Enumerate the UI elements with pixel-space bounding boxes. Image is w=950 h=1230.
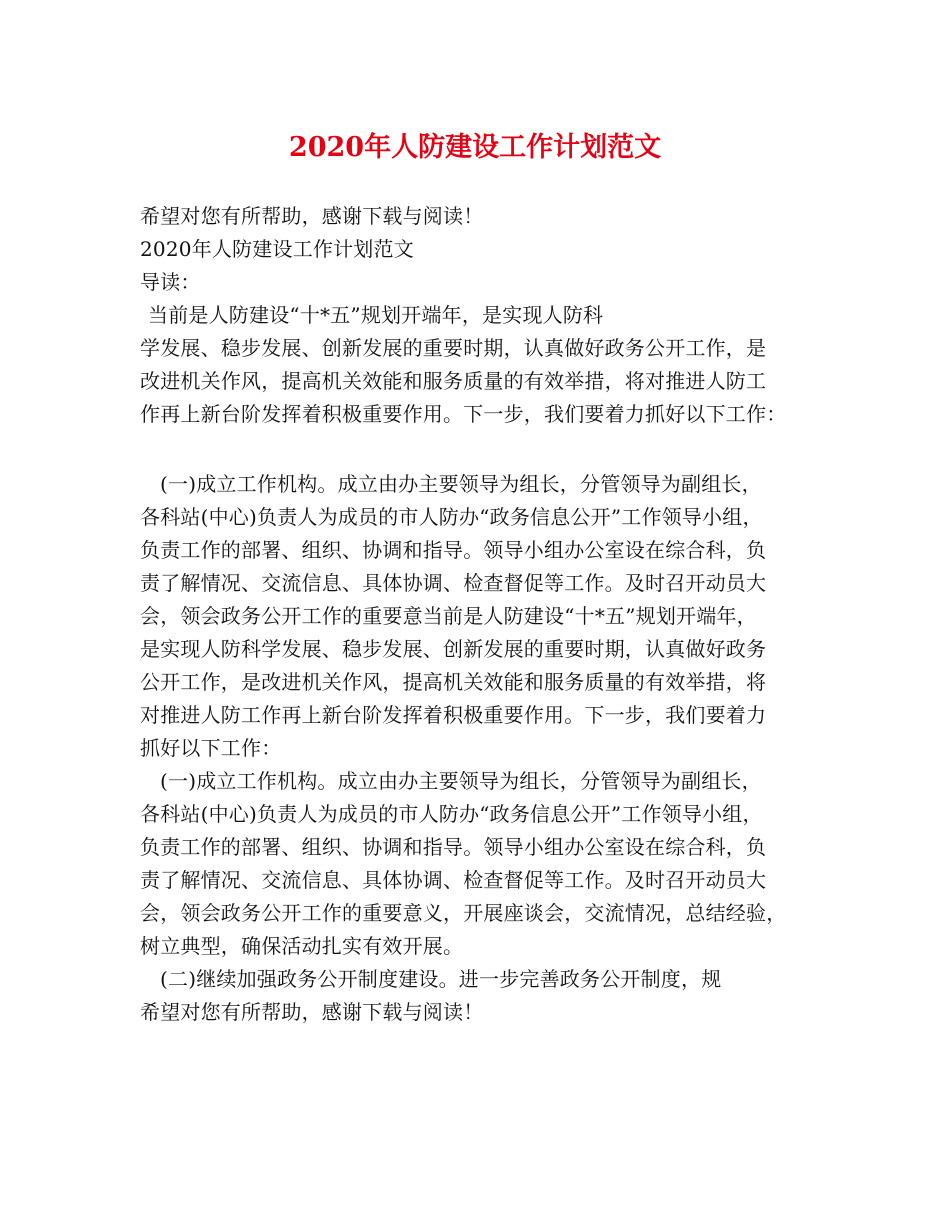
paragraph-section-one [140, 468, 830, 765]
paragraph-line: 各科站(中心)负责人为成员的市人防办“政务信息公开”工作领导小组， [140, 802, 763, 826]
paragraph-line: 公开工作，是改进机关作风，提高机关效能和服务质量的有效举措，将 [140, 670, 767, 694]
paragraph-line: 各科站(中心)负责人为成员的市人防办“政务信息公开”工作领导小组， [140, 505, 763, 529]
paragraph-line: (一)成立工作机构。成立由办主要领导为组长，分管领导为副组长， [160, 472, 762, 496]
paragraph-gap [140, 431, 830, 468]
paragraph-line: 当前是人防建设“十*五”规划开端年，是实现人防科 [148, 303, 604, 327]
document-subtitle: 2020年人防建设工作计划范文 [140, 237, 414, 261]
paragraph-line: 责了解情况、交流信息、具体协调、检查督促等工作。及时召开动员大 [140, 571, 767, 595]
paragraph-line: 作再上新台阶发挥着积极重要作用。下一步，我们要着力抓好以下工作： [140, 402, 787, 426]
paragraph-line: 学发展、稳步发展、创新发展的重要时期，认真做好政务公开工作，是 [140, 336, 767, 360]
paragraph-section-one-repeat [140, 765, 830, 963]
paragraph-section-two [140, 963, 830, 996]
paragraph-line: 改进机关作风，提高机关效能和服务质量的有效举措，将对推进人防工 [140, 369, 767, 393]
document-body [140, 200, 830, 1029]
paragraph-line: 会，领会政务公开工作的重要意义，开展座谈会，交流情况，总结经验， [140, 901, 787, 925]
paragraph-line: 是实现人防科学发展、稳步发展、创新发展的重要时期，认真做好政务 [140, 637, 767, 661]
paragraph-intro [140, 299, 830, 431]
paragraph-line: 责了解情况、交流信息、具体协调、检查督促等工作。及时召开动员大 [140, 868, 767, 892]
paragraph-line: (二)继续加强政务公开制度建设。进一步完善政务公开制度，规 [160, 967, 722, 991]
paragraph-line: 会，领会政务公开工作的重要意当前是人防建设“十*五”规划开端年， [140, 604, 757, 628]
header-note: 希望对您有所帮助，感谢下载与阅读！ [140, 204, 484, 228]
paragraph-line: 负责工作的部署、组织、协调和指导。领导小组办公室设在综合科，负 [140, 538, 767, 562]
intro-label: 导读： [140, 270, 201, 294]
footer-note: 希望对您有所帮助，感谢下载与阅读！ [140, 1000, 484, 1024]
paragraph-line: 对推进人防工作再上新台阶发挥着积极重要作用。下一步，我们要着力 [140, 703, 767, 727]
document-title: 2020年人防建设工作计划范文 [288, 132, 662, 163]
paragraph-line: 负责工作的部署、组织、协调和指导。领导小组办公室设在综合科，负 [140, 835, 767, 859]
paragraph-line: (一)成立工作机构。成立由办主要领导为组长，分管领导为副组长， [160, 769, 762, 793]
paragraph-line: 抓好以下工作： [140, 736, 282, 760]
paragraph-line: 树立典型，确保活动扎实有效开展。 [140, 934, 464, 958]
